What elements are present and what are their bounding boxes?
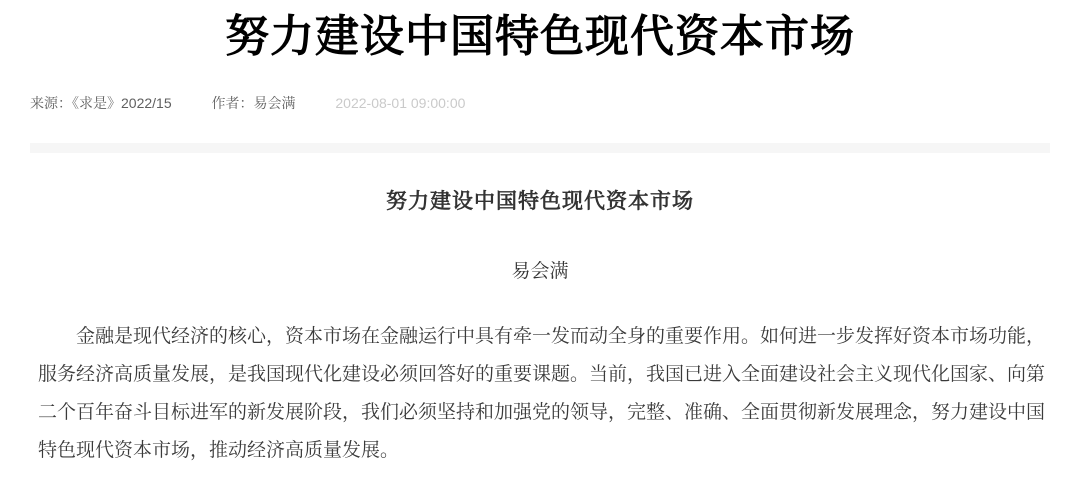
page-title: 努力建设中国特色现代资本市场 — [225, 12, 855, 61]
meta-author: 作者：易会满 — [211, 95, 296, 111]
meta-source: 来源：《求是》2022/15 — [30, 95, 172, 111]
section-divider — [30, 143, 1050, 153]
article-title: 努力建设中国特色现代资本市场 — [386, 190, 694, 213]
article-meta — [30, 95, 1050, 111]
article-author: 易会满 — [511, 261, 569, 282]
article-content — [0, 190, 1080, 470]
meta-datetime: 2022-08-01 09:00:00 — [335, 95, 466, 111]
article-paragraph: 金融是现代经济的核心，资本市场在金融运行中具有牵一发而动全身的重要作用。如何进一步发挥好资本市场功能，服务经济高质量发展，是我国现代化建设必须回答好的重要课题。当前，我国已进入全面建设社会主义现代化国家、向第二个百年奋斗目标进军的新发展阶段，我们必须坚持和加强党的领导，完整、准确、全面贯彻新发展理念，努力建设中国特色现代资本市场，推动经济高质量发展。 — [38, 326, 1046, 461]
